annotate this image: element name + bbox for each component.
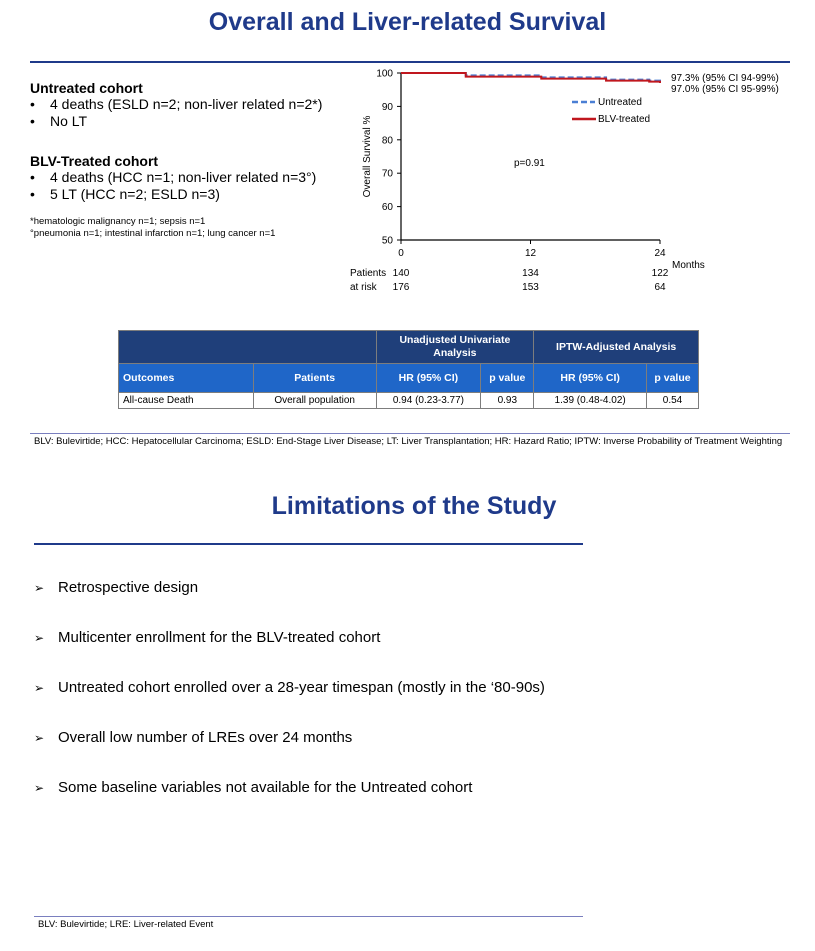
y-tick-label: 100 xyxy=(376,68,393,80)
x-axis-label: Months xyxy=(672,260,705,271)
limitations-divider xyxy=(34,543,583,545)
column-header: p value xyxy=(647,364,699,393)
list-item: • 4 deaths (ESLD n=2; non-liver related n=2*) xyxy=(30,96,360,113)
list-item: • 4 deaths (HCC n=1; non-liver related n=3°) xyxy=(30,169,360,186)
end-label-untreated: 97.3% (95% CI 94-99%) xyxy=(671,73,779,84)
y-tick-label: 90 xyxy=(381,101,393,113)
group-header-unadjusted: Unadjusted Univariate Analysis xyxy=(376,331,534,364)
footnote: *hematologic malignancy n=1; sepsis n=1 xyxy=(30,216,206,227)
x-tick-label: 0 xyxy=(398,248,404,259)
list-item: ➢ Retrospective design xyxy=(34,578,734,628)
list-item: • No LT xyxy=(30,113,360,130)
footer-abbreviations: BLV: Bulevirtide; LRE: Liver-related Event xyxy=(38,919,214,930)
legend-label-untreated: Untreated xyxy=(598,97,642,108)
table-cell: 1.39 (0.48-4.02) xyxy=(534,393,647,409)
results-table xyxy=(118,330,699,409)
survival-title: Overall and Liver-related Survival xyxy=(208,8,607,36)
y-tick-label: 50 xyxy=(381,235,393,247)
column-header: p value xyxy=(481,364,534,393)
y-tick-label: 80 xyxy=(381,135,393,147)
column-header: HR (95% CI) xyxy=(534,364,647,393)
survival-chart xyxy=(340,62,810,302)
x-tick-label: 12 xyxy=(524,248,537,259)
footer-divider xyxy=(34,916,583,917)
at-risk-untreated: 140 xyxy=(392,268,410,279)
end-label-treated: 97.0% (95% CI 95-99%) xyxy=(671,84,779,95)
abbrev-divider xyxy=(30,433,790,434)
at-risk-treated: 64 xyxy=(654,282,666,293)
limitations-list xyxy=(34,578,734,828)
table-corner xyxy=(119,331,377,364)
table-cell: 0.54 xyxy=(647,393,699,409)
column-header: Patients xyxy=(253,364,376,393)
footnote: °pneumonia n=1; intestinal infarction n=1; lung cancer n=1 xyxy=(30,228,276,239)
p-value-annotation: p=0.91 xyxy=(514,158,545,169)
table-cell: 0.94 (0.23-3.77) xyxy=(376,393,481,409)
y-tick-label: 70 xyxy=(381,168,393,180)
column-header: HR (95% CI) xyxy=(376,364,481,393)
abbreviations: BLV: Bulevirtide; HCC: Hepatocellular Carcinoma; ESLD: End-Stage Liver Disease; LT: Liver Transplantation; HR: Hazard Ratio; IPTW: Inverse Probability of Treatment Weighting xyxy=(34,436,783,447)
y-tick-label: 60 xyxy=(381,202,393,214)
legend-label-treated: BLV-treated xyxy=(598,114,651,125)
at-risk-untreated: 122 xyxy=(651,268,669,279)
table-cell: 0.93 xyxy=(481,393,534,409)
cohort-summary xyxy=(30,80,360,240)
at-risk-untreated: 134 xyxy=(522,268,539,279)
limitations-title: Limitations of the Study xyxy=(271,492,557,520)
treated-list xyxy=(30,169,360,203)
untreated-list xyxy=(30,96,360,130)
list-item: ➢ Multicenter enrollment for the BLV-treated cohort xyxy=(34,628,734,678)
y-axis-label: Overall Survival % xyxy=(362,115,373,198)
table-cell: Overall population xyxy=(253,393,376,409)
treated-heading: BLV-Treated cohort xyxy=(30,153,159,169)
list-item: ➢ Some baseline variables not available for the Untreated cohort xyxy=(34,778,734,828)
list-item: ➢ Overall low number of LREs over 24 months xyxy=(34,728,734,778)
at-risk-label: Patients xyxy=(350,268,387,279)
table-cell: All-cause Death xyxy=(119,393,254,409)
at-risk-treated: 153 xyxy=(522,282,539,293)
list-item: ➢ Untreated cohort enrolled over a 28-year timespan (mostly in the ‘80-90s) xyxy=(34,678,734,728)
column-header: Outcomes xyxy=(119,364,254,393)
untreated-heading: Untreated cohort xyxy=(30,80,143,96)
group-header-iptw: IPTW-Adjusted Analysis xyxy=(534,331,699,364)
table-row xyxy=(119,393,699,409)
at-risk-label: at risk xyxy=(350,282,377,293)
list-item: • 5 LT (HCC n=2; ESLD n=3) xyxy=(30,186,360,203)
at-risk-treated: 176 xyxy=(392,282,410,293)
x-tick-label: 24 xyxy=(654,248,666,259)
